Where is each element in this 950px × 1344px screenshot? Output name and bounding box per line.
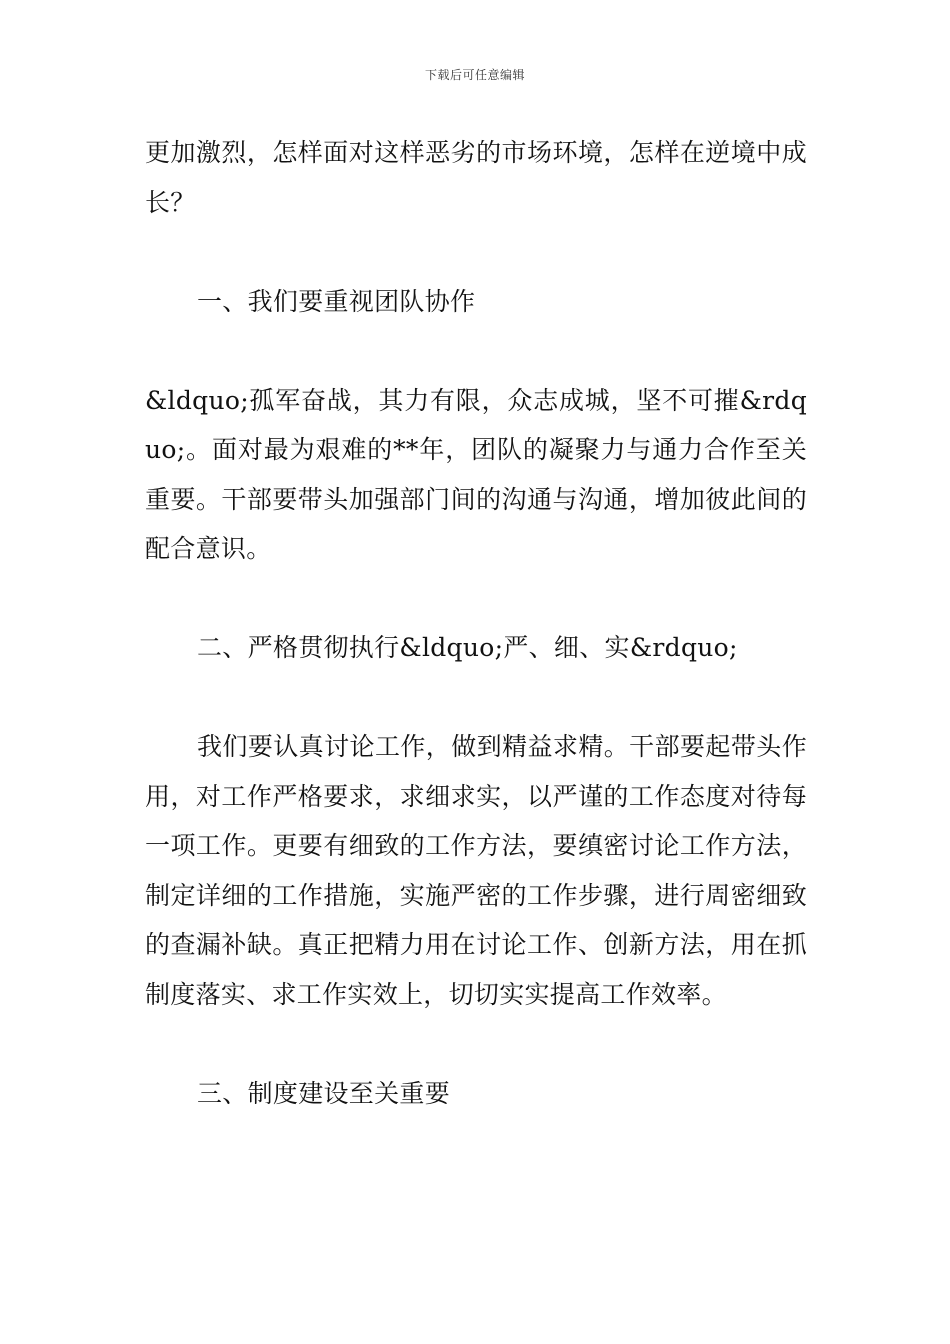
paragraph-gap (145, 574, 807, 624)
paragraph-strict-execution: 我们要认真讨论工作，做到精益求精。干部要起带头作用，对工作严格要求，求细求实，以严谨的工作态度对待每一项工作。更要有细致的工作方法，要缜密讨论工作方法，制定详细的工作措施，实施严密的工作步骤，进行周密细致的查漏补缺。真正把精力用在讨论工作、创新方法，用在抓制度落实、求工作实效上，切切实实提高工作效率。 (145, 732, 807, 1009)
document-body (145, 128, 807, 1118)
header-note: 下载后可任意编辑 (424, 68, 525, 82)
section-heading-1: 一、我们要重视团队协作 (197, 286, 476, 316)
section-heading-2: 二、严格贯彻执行&ldquo;严、细、实&rdquo; (197, 633, 738, 662)
section-heading-3: 三、制度建设至关重要 (197, 1078, 451, 1108)
paragraph-gap (145, 227, 807, 277)
paragraph-teamwork: &ldquo;孤军奋战，其力有限，众志成城，坚不可摧&rdquo;。面对最为艰难的**年，团队的凝聚力与通力合作至关重要。干部要带头加强部门间的沟通与沟通，增加彼此间的配合意识。 (145, 385, 807, 563)
paragraph-gap (145, 326, 807, 376)
paragraph-gap (145, 1019, 807, 1069)
paragraph-gap (145, 673, 807, 723)
paragraph-continuation: 更加激烈，怎样面对这样恶劣的市场环境，怎样在逆境中成长？ (145, 138, 807, 217)
